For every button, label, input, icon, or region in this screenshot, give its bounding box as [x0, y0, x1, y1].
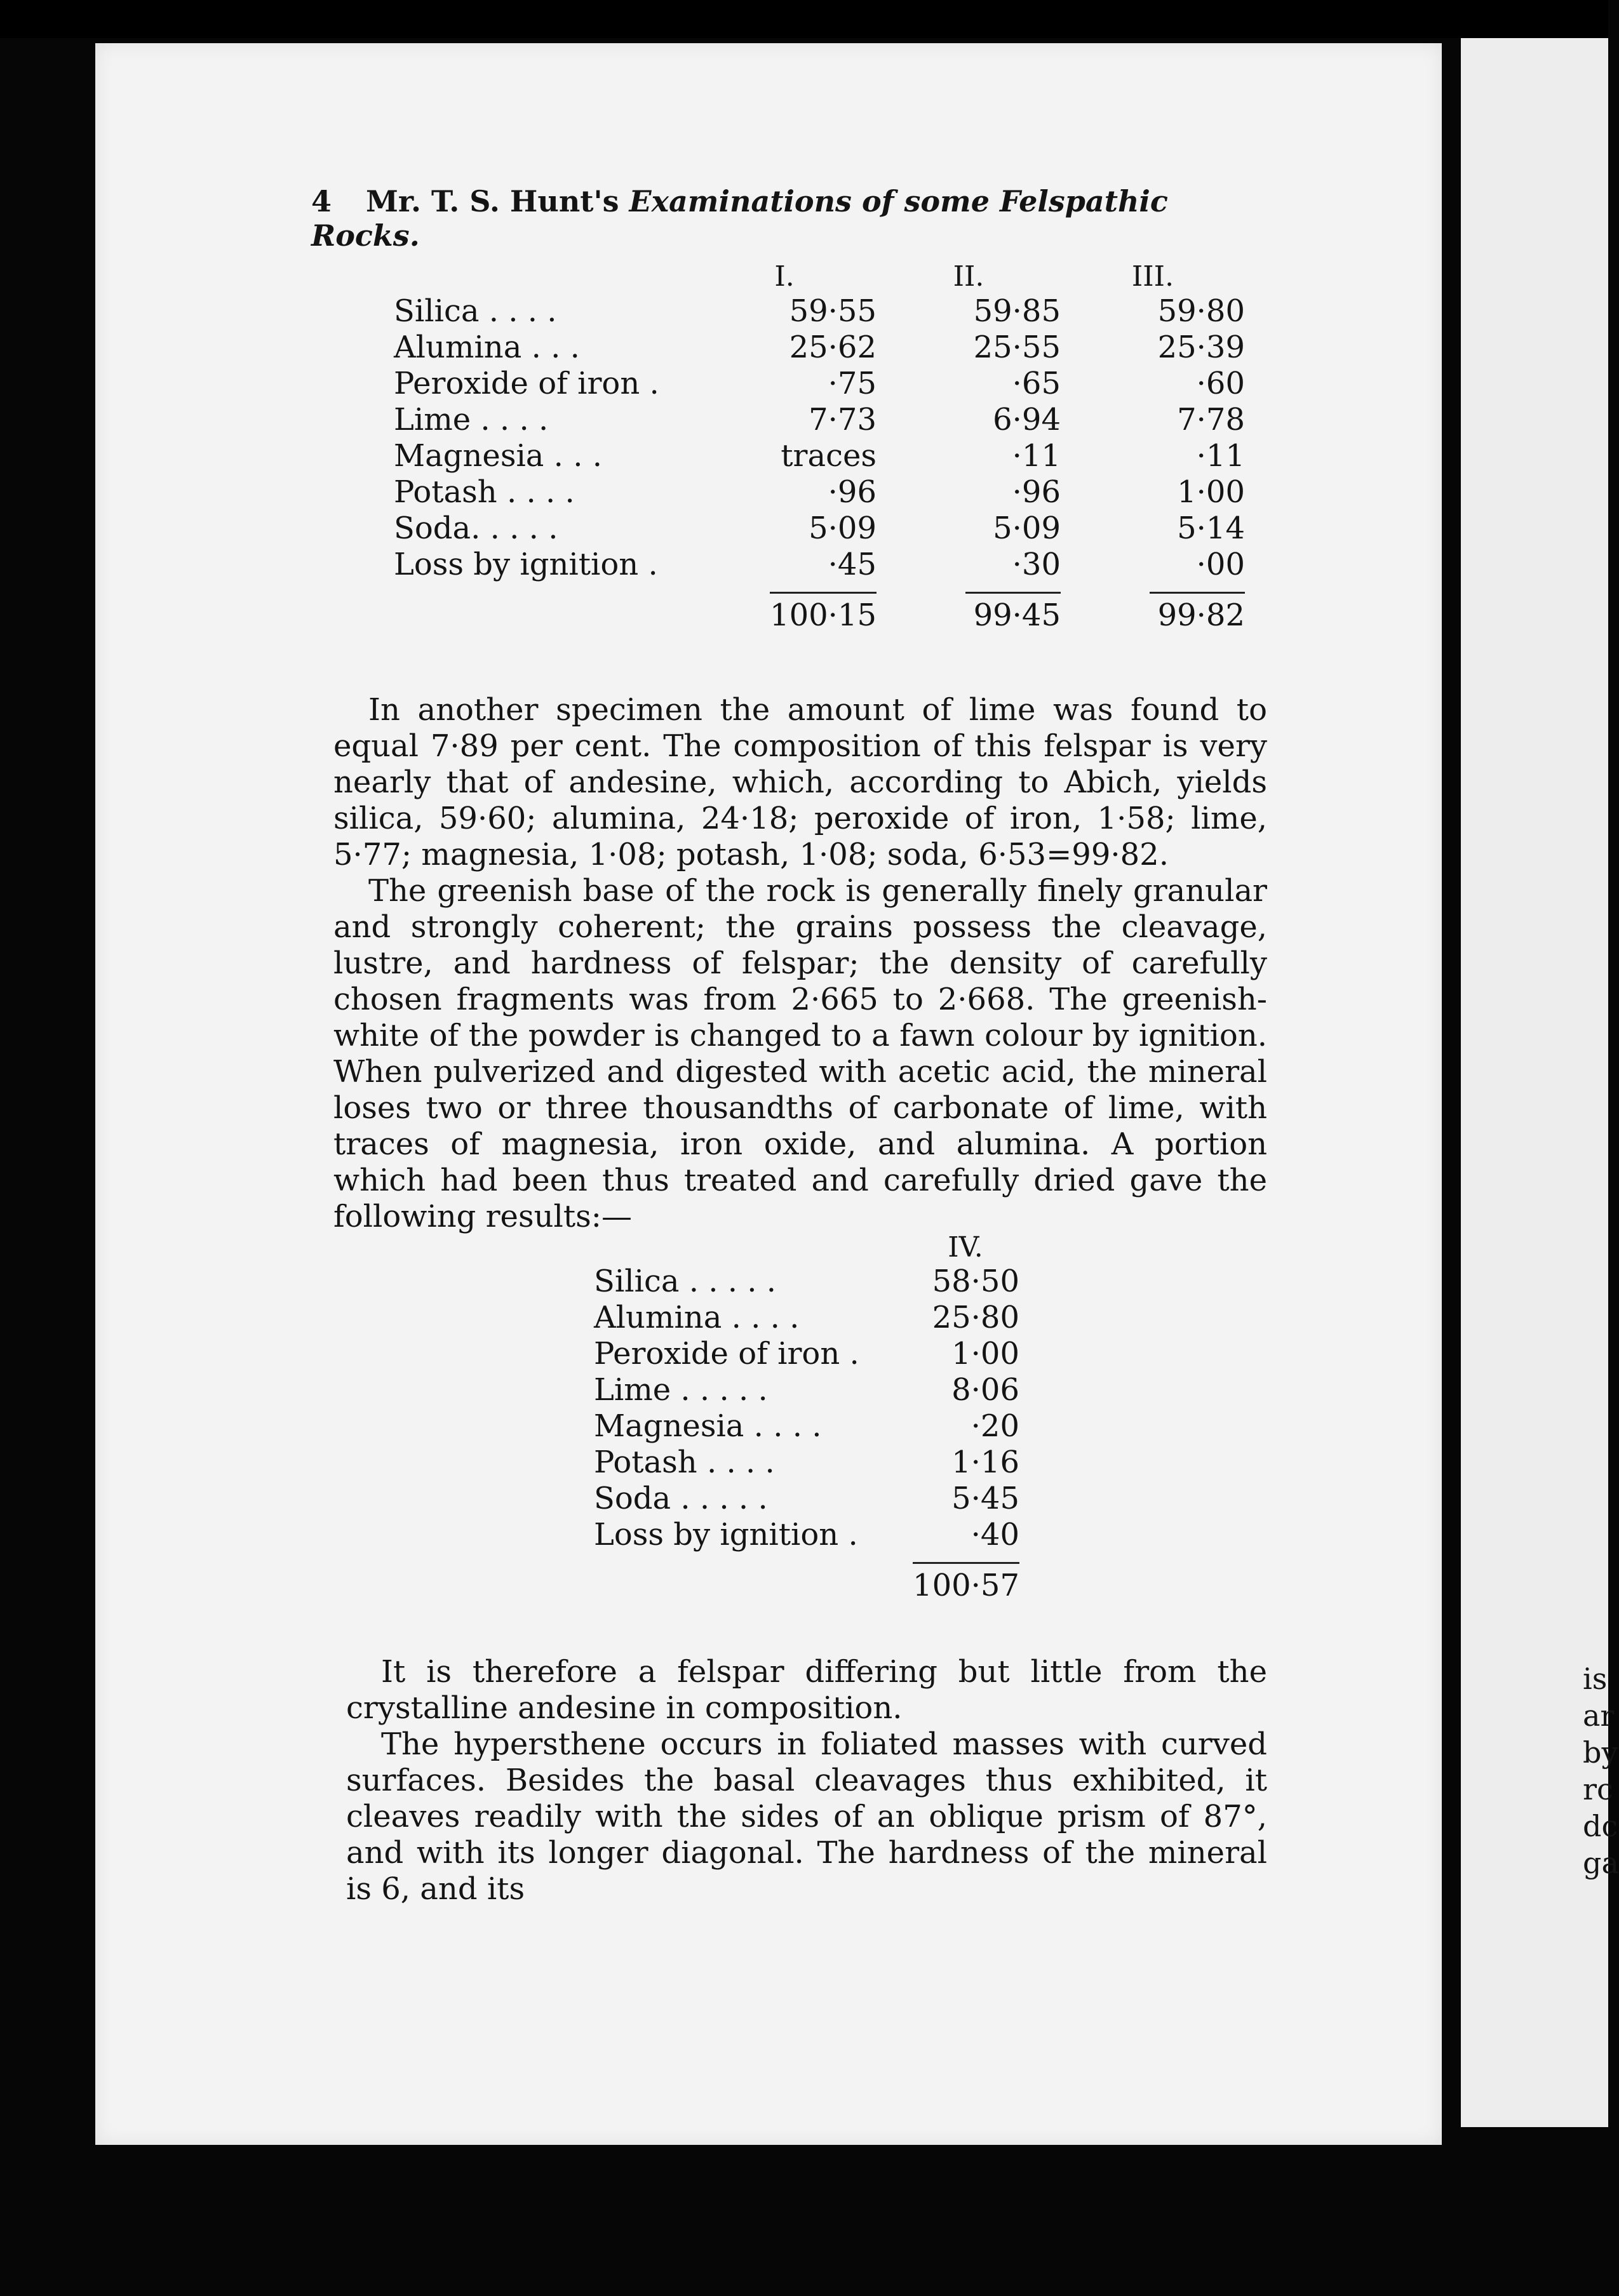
body-text-1: [333, 692, 1267, 1235]
table-row: [394, 330, 1245, 366]
table-row: [594, 1481, 1019, 1517]
table-row: [394, 438, 1245, 474]
analysis-table-2: [594, 1232, 1019, 1604]
cell-value: 8·06: [951, 1372, 1019, 1408]
row-label: Loss by ignition .: [594, 1517, 858, 1552]
cell-value: 25·62: [789, 330, 877, 365]
total-value: 100·57: [913, 1562, 1019, 1604]
row-label: Potash . . . .: [594, 1445, 775, 1480]
cell-value: ·60: [1196, 366, 1245, 401]
cell-value: 5·09: [809, 511, 877, 546]
table-row: [594, 1517, 1019, 1553]
fragment-line: by: [1583, 1735, 1618, 1770]
table-total-row: [594, 1553, 1019, 1604]
cell-value: ·65: [1012, 366, 1061, 401]
page-number: 4: [311, 184, 332, 218]
fragment-line: ar: [1583, 1699, 1615, 1733]
cell-value: 59·85: [973, 293, 1061, 329]
row-label: Peroxide of iron .: [594, 1336, 859, 1372]
row-label: Silica . . . .: [394, 293, 557, 329]
cell-value: ·11: [1196, 438, 1245, 474]
body-text-2: [346, 1654, 1267, 1907]
table-row: [594, 1336, 1019, 1372]
cell-value: ·11: [1012, 438, 1061, 474]
table-row: [594, 1408, 1019, 1445]
cell-value: traces: [781, 438, 877, 474]
row-label: Peroxide of iron .: [394, 366, 659, 401]
cell-value: ·40: [971, 1517, 1019, 1552]
cell-value: ·30: [1012, 547, 1061, 582]
cell-value: 5·09: [993, 511, 1061, 546]
cell-value: ·45: [828, 547, 877, 582]
table-row: [594, 1300, 1019, 1336]
header-author: Mr. T. S. Hunt's: [366, 184, 619, 218]
row-label: Magnesia . . . .: [594, 1408, 822, 1444]
fragment-line: dc: [1583, 1809, 1618, 1843]
cell-value: 1·00: [1177, 474, 1245, 510]
table-row: [594, 1445, 1019, 1481]
paragraph: The greenish base of the rock is generally finely granular and strongly coherent; the grains possess the cleavage, lustre, and hardness of felspar; the density of carefully chosen fragments was from 2·665 to 2·668. The greenish-white of the powder is changed to a fawn colour by ignition. When pulverized and digested with acetic acid, the mineral loses two or three thousandths of carbonate of lime, with traces of magnesia, iron oxide, and alumina. A portion which had been thus treated and carefully dried gave the following results:—: [333, 873, 1267, 1234]
row-label: Magnesia . . .: [394, 438, 602, 474]
cell-value: 25·80: [932, 1300, 1019, 1335]
cell-value: 58·50: [932, 1264, 1019, 1299]
cell-value: 6·94: [993, 402, 1061, 437]
row-label: Silica . . . . .: [594, 1264, 777, 1299]
column-heading: II.: [953, 260, 984, 293]
cell-value: ·96: [828, 474, 877, 510]
cell-value: 1·16: [951, 1445, 1019, 1480]
facing-page-text-fragment: [1583, 1660, 1619, 1881]
column-heading: III.: [1131, 260, 1174, 293]
table-header-row: [594, 1232, 1019, 1264]
cell-value: 7·78: [1177, 402, 1245, 437]
row-label: Alumina . . .: [394, 330, 580, 365]
row-label: Lime . . . . .: [594, 1372, 768, 1408]
column-heading: I.: [774, 260, 795, 293]
table-total-row: [394, 583, 1245, 634]
total-value: 99·82: [1150, 592, 1245, 634]
total-value: 99·45: [965, 592, 1061, 634]
table-row: [394, 511, 1245, 547]
cell-value: 59·55: [789, 293, 877, 329]
total-value: 100·15: [770, 592, 877, 634]
running-header: [311, 184, 1245, 253]
table-row: [594, 1372, 1019, 1408]
table-header-row: [394, 260, 1245, 293]
paragraph: The hypersthene occurs in foliated masses with curved surfaces. Besides the basal cleavages thus exhibited, it cleaves readily with the sides of an oblique prism of 87°, and with its longer diagonal. The hardness of the mineral is 6, and its: [346, 1726, 1267, 1907]
row-label: Alumina . . . .: [594, 1300, 800, 1335]
cell-value: 59·80: [1157, 293, 1245, 329]
row-label: Loss by ignition .: [394, 547, 658, 582]
table-row: [594, 1264, 1019, 1300]
table-row: [394, 474, 1245, 511]
paragraph: In another specimen the amount of lime was found to equal 7·89 per cent. The composition of this felspar is very nearly that of andesine, which, according to Abich, yields silica, 59·60; alumina, 24·18; peroxide of iron, 1·58; lime, 5·77; magnesia, 1·08; potash, 1·08; soda, 6·53=99·82.: [333, 692, 1267, 872]
table-row: [394, 402, 1245, 438]
column-heading: IV.: [948, 1231, 983, 1264]
cell-value: ·75: [828, 366, 877, 401]
table-row: [394, 366, 1245, 402]
row-label: Soda . . . . .: [594, 1481, 768, 1516]
cell-value: 7·73: [809, 402, 877, 437]
table-row: [394, 547, 1245, 583]
fragment-line: ga: [1583, 1846, 1619, 1880]
cell-value: 25·39: [1157, 330, 1245, 365]
cell-value: 5·45: [951, 1481, 1019, 1516]
fragment-line: is: [1583, 1662, 1608, 1696]
cell-value: ·20: [971, 1408, 1019, 1444]
row-label: Potash . . . .: [394, 474, 575, 510]
header-title: Examinations of some Felspathic Rocks.: [311, 184, 1168, 253]
row-label: Soda. . . . .: [394, 511, 558, 546]
table-row: [394, 293, 1245, 330]
row-label: Lime . . . .: [394, 402, 549, 437]
cell-value: ·96: [1012, 474, 1061, 510]
analysis-table-1: [394, 260, 1245, 634]
scan-top-edge: [0, 0, 1608, 38]
cell-value: ·00: [1196, 547, 1245, 582]
cell-value: 25·55: [973, 330, 1061, 365]
cell-value: 5·14: [1177, 511, 1245, 546]
cell-value: 1·00: [951, 1336, 1019, 1372]
fragment-line: rc: [1583, 1772, 1613, 1806]
paragraph: It is therefore a felspar differing but little from the crystalline andesine in composition.: [346, 1654, 1267, 1726]
